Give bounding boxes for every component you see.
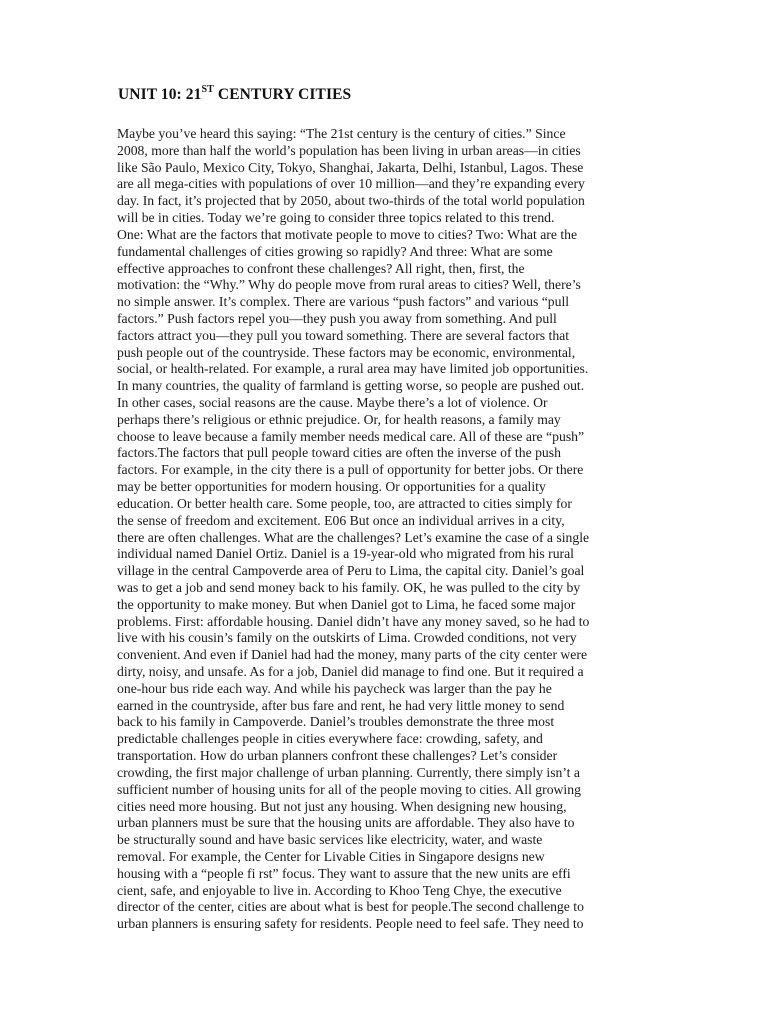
text-line: One: What are the factors that motivate people to move to cities? Two: What are the [117,226,578,242]
text-line: be structurally sound and have basic services like electricity, water, and waste [117,832,543,848]
text-line: Maybe you’ve heard this saying: “The 21st century is the century of cities.” Since [117,126,566,141]
text-line: will be in cities. Today we’re going to consider three topics related to this trend. [117,210,555,226]
text-line: urban planners is ensuring safety for residents. People need to feel safe. They need to [117,916,584,932]
text-line: effective approaches to confront these challenges? All right, then, first, the [117,260,525,276]
text-line: dirty, noisy, and unsafe. As for a job, Daniel did manage to find one. But it required a [117,664,584,679]
unit-title-prefix: UNIT 10: 21 [118,86,202,103]
text-line: cities need more housing. But not just any housing. When designing new housing, [117,798,567,814]
text-line: transportation. How do urban planners confront these challenges? Let’s consider [117,748,558,764]
text-line: fundamental challenges of cities growing so rapidly? And three: What are some [117,243,553,259]
text-line: education. Or better health care. Some people, too, are attracted to cities simply for [117,495,572,511]
text-line: crowding, the first major challenge of urban planning. Currently, there simply isn’t a [117,764,580,780]
text-line: perhaps there’s religious or ethnic prejudice. Or, for health reasons, a family may [117,411,561,427]
text-line: social, or health-related. For example, a rural area may have limited job opportunities. [117,361,589,377]
text-line: day. In fact, it’s projected that by 2050, about two-thirds of the total world population [117,193,585,209]
text-line: factors. For example, in the city there is a pull of opportunity for better jobs. Or there [117,462,584,478]
text-line: are all mega-cities with populations of over 10 million—and they’re expanding every [117,176,585,192]
text-line: the sense of freedom and excitement. E06 But once an individual arrives in a city, [117,512,565,528]
text-line: problems. First: affordable housing. Daniel didn’t have any money saved, so he had to [117,613,590,629]
text-line: push people out of the countryside. These factors may be economic, environmental, [117,344,576,360]
text-line: sufficient number of housing units for all of the people moving to cities. All growing [117,781,581,797]
unit-title-superscript: ST [201,83,214,95]
text-line: may be better opportunities for modern housing. Or opportunities for a quality [117,479,546,495]
text-line: choose to leave because a family member needs medical care. All of these are “push” [117,428,585,444]
unit-title [118,83,352,104]
text-line: 2008, more than half the world’s population has been living in urban areas—in cities [117,142,581,158]
text-line: no simple answer. It’s complex. There are various “push factors” and various “pull [117,294,570,310]
text-line: was to get a job and send money back to his family. OK, he was pulled to the city by [117,579,581,595]
unit-title-suffix: CENTURY CITIES [213,86,352,103]
text-line: convenient. And even if Daniel had had the money, many parts of the city center were [117,647,588,663]
text-line: urban planners must be sure that the housing units are affordable. They also have to [117,815,575,831]
text-line: factors.The factors that pull people toward cities are often the inverse of the push [117,445,561,461]
text-line: live with his cousin’s family on the outskirts of Lima. Crowded conditions, not very [117,630,577,646]
text-line: director of the center, cities are about what is best for people.The second challenge to [117,899,584,915]
text-line: like São Paulo, Mexico City, Tokyo, Shanghai, Jakarta, Delhi, Istanbul, Lagos. These [117,159,584,175]
text-line: housing with a “people fi rst” focus. They want to assure that the new units are effi [117,865,571,881]
text-line: removal. For example, the Center for Livable Cities in Singapore designs new [117,848,545,864]
text-line: village in the central Campoverde area of Peru to Lima, the capital city. Daniel’s goal [117,563,585,579]
text-line: In other cases, social reasons are the cause. Maybe there’s a lot of violence. Or [117,395,548,410]
text-line: cient, safe, and enjoyable to live in. According to Khoo Teng Chye, the executive [117,882,562,898]
text-line: motivation: the “Why.” Why do people move from rural areas to cities? Well, there’s [117,277,581,293]
text-line: factors attract you—they pull you toward something. There are several factors that [117,327,570,343]
text-line: In many countries, the quality of farmland is getting worse, so people are pushed out. [117,378,585,394]
body-text [117,126,657,933]
text-line: earned in the countryside, after bus fare and rent, he had very little money to send [117,697,565,713]
text-line: one-hour bus ride each way. And while his paycheck was larger than the pay he [117,680,552,696]
text-line: back to his family in Campoverde. Daniel’s troubles demonstrate the three most [117,714,555,730]
text-line: the opportunity to make money. But when Daniel got to Lima, he faced some major [117,596,576,612]
text-line: predictable challenges people in cities everywhere face: crowding, safety, and [117,731,543,747]
text-line: individual named Daniel Ortiz. Daniel is a 19-year-old who migrated from his rural [117,546,574,562]
text-line: factors.” Push factors repel you—they push you away from something. And pull [117,310,557,326]
text-line: there are often challenges. What are the challenges? Let’s examine the case of a single [117,529,590,545]
